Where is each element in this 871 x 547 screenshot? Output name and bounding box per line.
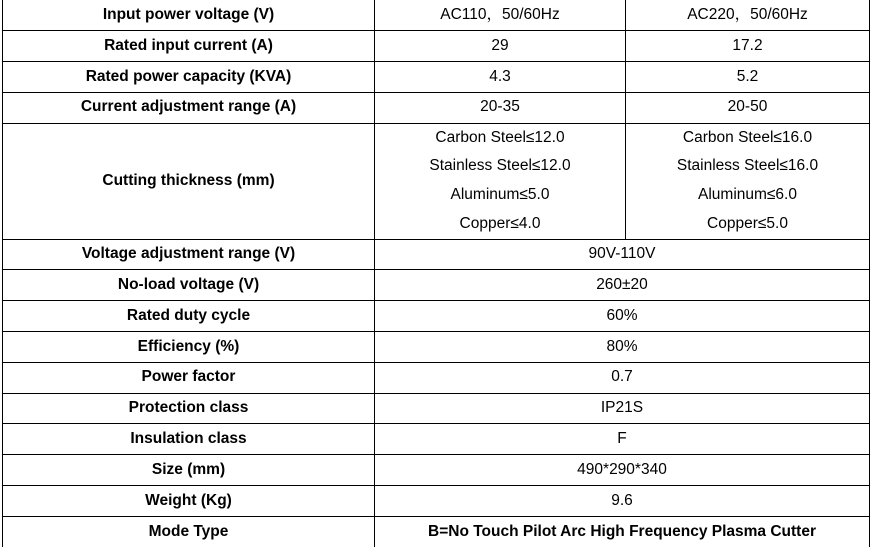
cell-value: 260±20 [375, 270, 870, 301]
row-label: Input power voltage (V) [3, 0, 375, 31]
row-label: Size (mm) [3, 455, 375, 486]
cell-value: 29 [375, 31, 626, 62]
row-label: Efficiency (%) [3, 332, 375, 363]
row-label: Insulation class [3, 424, 375, 455]
table-row [3, 424, 870, 455]
cell-value: F [375, 424, 870, 455]
cell-line: Carbon Steel≤12.0 [435, 128, 565, 146]
cutting-thickness-col2 [626, 123, 870, 239]
table-row [3, 0, 870, 31]
cell-value: 17.2 [626, 31, 870, 62]
cell-value: B=No Touch Pilot Arc High Frequency Plasma Cutter [375, 516, 870, 547]
cell-line: Stainless Steel≤16.0 [676, 157, 819, 175]
row-label: Mode Type [3, 516, 375, 547]
row-label: Weight (Kg) [3, 486, 375, 517]
table-row [3, 270, 870, 301]
cutting-thickness-col1 [375, 123, 626, 239]
cell-line: Aluminum≤5.0 [450, 186, 550, 204]
cell-line: Copper≤5.0 [707, 214, 788, 232]
cell-value: 490*290*340 [375, 455, 870, 486]
row-label: Cutting thickness (mm) [3, 123, 375, 239]
cell-value: 20-50 [626, 92, 870, 123]
cell-value: AC220，50/60Hz [626, 0, 870, 31]
table-row [3, 393, 870, 424]
cell-value: 0.7 [375, 362, 870, 393]
cell-line: Copper≤4.0 [459, 214, 541, 232]
cell-value: 5.2 [626, 62, 870, 93]
table-row [3, 362, 870, 393]
cell-value: 80% [375, 332, 870, 363]
row-label: Current adjustment range (A) [3, 92, 375, 123]
table-row [3, 455, 870, 486]
table-row [3, 332, 870, 363]
cell-line: Aluminum≤6.0 [698, 186, 797, 204]
row-label: Rated duty cycle [3, 301, 375, 332]
cell-value: 20-35 [375, 92, 626, 123]
row-label: Power factor [3, 362, 375, 393]
row-label: Protection class [3, 393, 375, 424]
table-row [3, 486, 870, 517]
cell-value: 90V-110V [375, 239, 870, 270]
cell-value: AC110，50/60Hz [375, 0, 626, 31]
row-label: Voltage adjustment range (V) [3, 239, 375, 270]
table-row-cutting-thickness [3, 123, 870, 239]
table-row [3, 516, 870, 547]
table-row [3, 31, 870, 62]
row-label: No-load voltage (V) [3, 270, 375, 301]
cell-value: IP21S [375, 393, 870, 424]
table-row [3, 92, 870, 123]
cell-value: 4.3 [375, 62, 626, 93]
table-row [3, 239, 870, 270]
cell-value: 9.6 [375, 486, 870, 517]
table-row [3, 62, 870, 93]
table-row [3, 301, 870, 332]
cell-value: 60% [375, 301, 870, 332]
cell-line: Carbon Steel≤16.0 [682, 128, 813, 146]
spec-table [2, 0, 870, 547]
row-label: Rated power capacity (KVA) [3, 62, 375, 93]
row-label: Rated input current (A) [3, 31, 375, 62]
cell-line: Stainless Steel≤12.0 [429, 157, 571, 175]
